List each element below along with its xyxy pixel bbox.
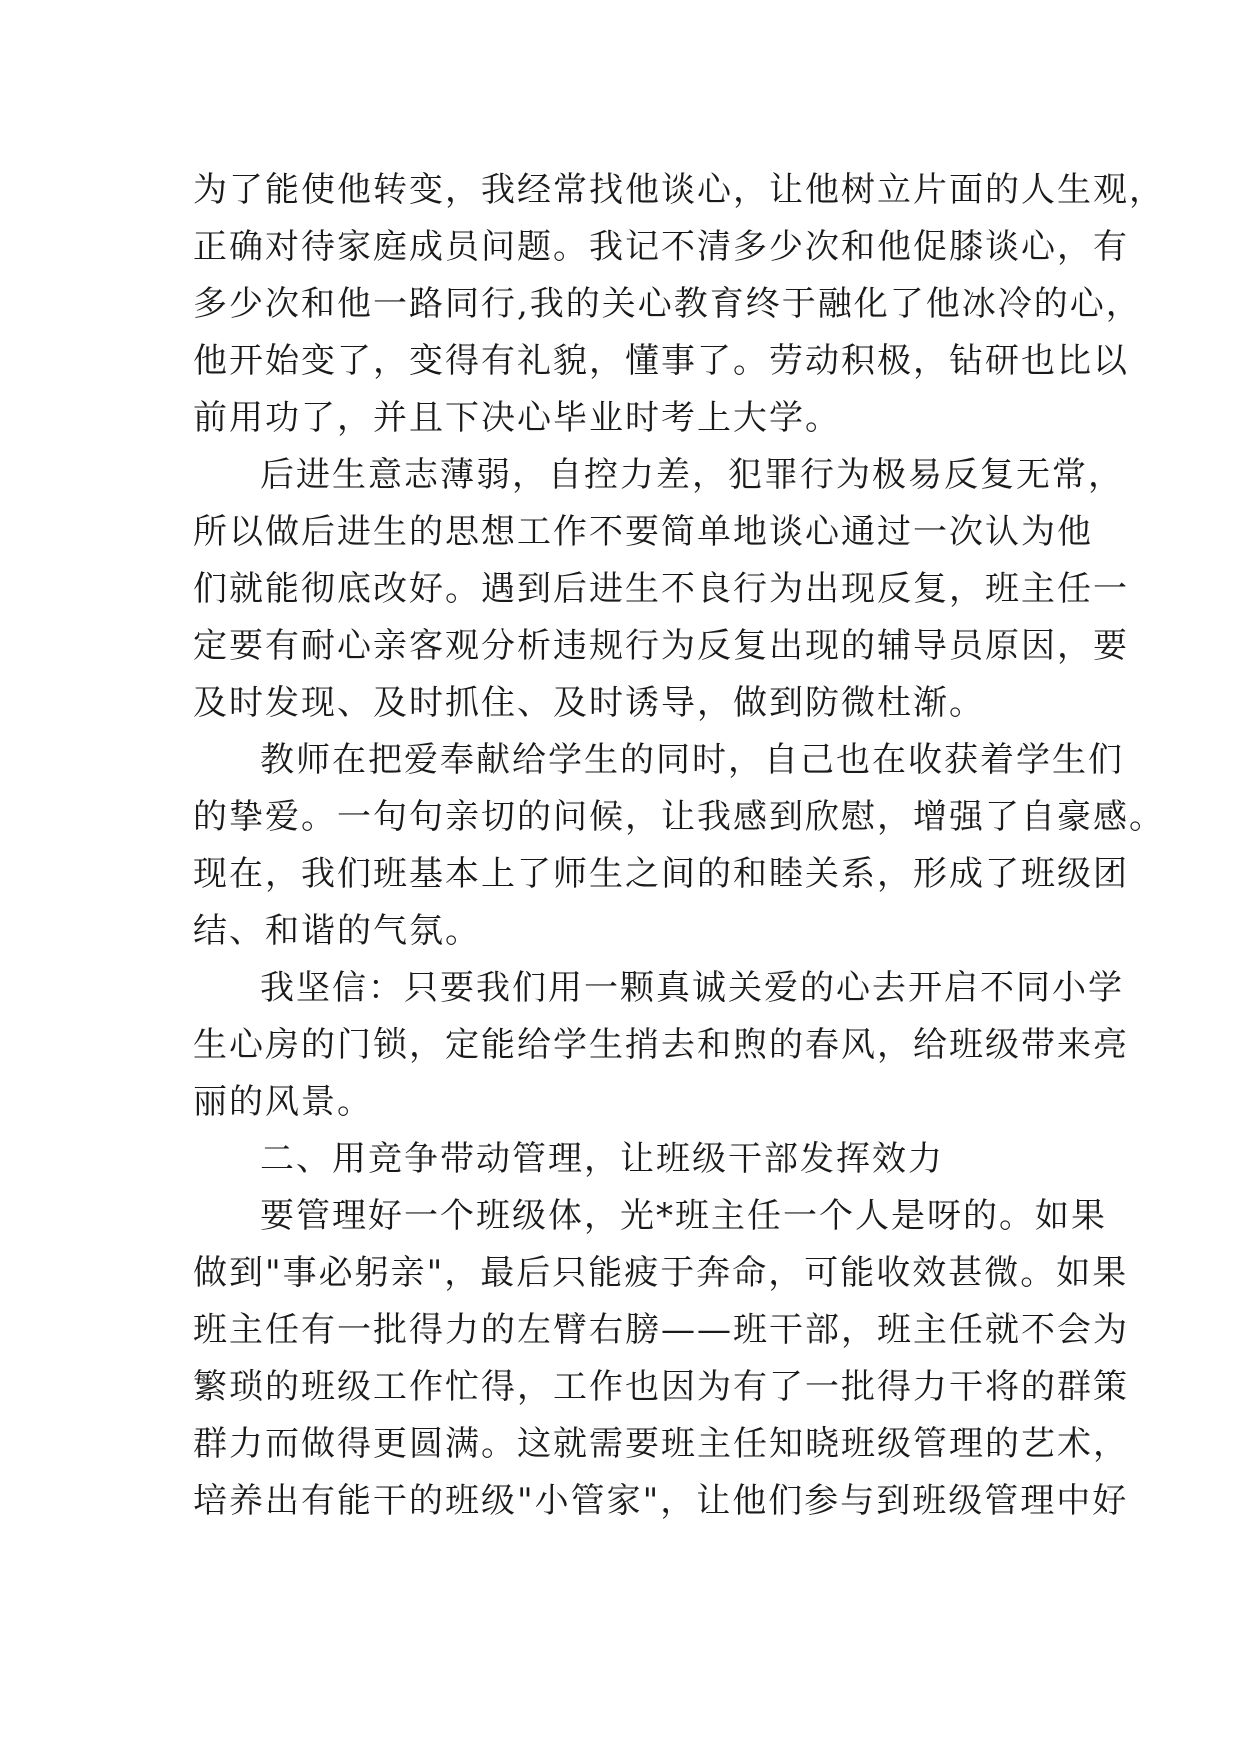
- text-line: 要管理好一个班级体，光*班主任一个人是呀的。如果: [260, 1196, 1107, 1236]
- text-line: 多少次和他一路同行,我的关心教育终于融化了他冰冷的心，: [193, 284, 1142, 324]
- text-line: 后进生意志薄弱，自控力差，犯罪行为极易反复无常，: [260, 455, 1124, 495]
- text-line: 教师在把爱奉献给学生的同时，自己也在收获着学生们: [260, 740, 1124, 780]
- text-line: 为了能使他转变，我经常找他谈心，让他树立片面的人生观，: [193, 170, 1165, 210]
- text-line: 现在，我们班基本上了师生之间的和睦关系，形成了班级团: [193, 854, 1129, 894]
- text-line: 所以做后进生的思想工作不要简单地谈心通过一次认为他: [193, 512, 1093, 552]
- text-line: 定要有耐心亲客观分析违规行为反复出现的辅导员原因，要: [193, 626, 1129, 666]
- text-line: 培养出有能干的班级"小管家"，让他们参与到班级管理中好: [193, 1481, 1129, 1521]
- text-line: 他开始变了，变得有礼貌，懂事了。劳动积极，钻研也比以: [193, 341, 1129, 381]
- text-line: 前用功了，并且下决心毕业时考上大学。: [193, 398, 841, 438]
- text-line: 及时发现、及时抓住、及时诱导，做到防微杜渐。: [193, 683, 985, 723]
- text-line: 群力而做得更圆满。这就需要班主任知晓班级管理的艺术，: [193, 1424, 1129, 1464]
- text-line: 做到"事必躬亲"，最后只能疲于奔命，可能收效甚微。如果: [193, 1253, 1129, 1293]
- text-line: 生心房的门锁，定能给学生捎去和煦的春风，给班级带来亮: [193, 1025, 1129, 1065]
- text-line: 繁琐的班级工作忙得，工作也因为有了一批得力干将的群策: [193, 1367, 1129, 1407]
- text-line: 结、和谐的气氛。: [193, 911, 481, 951]
- text-line: 的挚爱。一句句亲切的问候，让我感到欣慰，增强了自豪感。: [193, 797, 1165, 837]
- text-line: 班主任有一批得力的左臂右膀——班干部，班主任就不会为: [193, 1310, 1129, 1350]
- text-line: 我坚信：只要我们用一颗真诚关爱的心去开启不同小学: [260, 968, 1124, 1008]
- section-heading: 二、用竞争带动管理，让班级干部发挥效力: [260, 1139, 944, 1179]
- text-line: 们就能彻底改好。遇到后进生不良行为出现反复，班主任一: [193, 569, 1129, 609]
- text-line: 正确对待家庭成员问题。我记不清多少次和他促膝谈心，有: [193, 227, 1129, 267]
- text-line: 丽的风景。: [193, 1082, 373, 1122]
